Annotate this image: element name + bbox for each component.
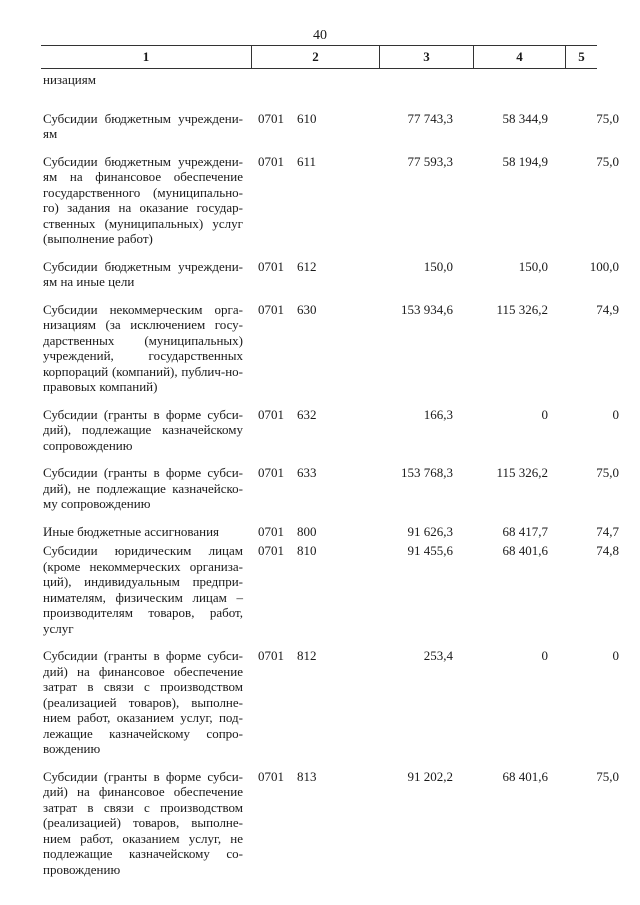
row-section-code: 0701 bbox=[258, 648, 284, 663]
row-approved-amount: 253,4 bbox=[423, 648, 453, 663]
row-executed-amount: 0 bbox=[541, 648, 548, 663]
table-row bbox=[41, 648, 619, 757]
table-row bbox=[41, 110, 619, 142]
row-execution-percent: 75,0 bbox=[596, 465, 619, 480]
row-expense-type: 633 bbox=[297, 465, 317, 480]
row-expense-type: 612 bbox=[297, 258, 317, 274]
row-expense-type: 813 bbox=[297, 768, 317, 784]
row-expense-type: 632 bbox=[297, 406, 317, 422]
row-section-code: 0701 bbox=[258, 768, 284, 784]
row-executed-amount: 68 401,6 bbox=[502, 543, 548, 558]
row-section-code: 0701 bbox=[258, 153, 284, 169]
row-approved-amount: 77 743,3 bbox=[407, 110, 453, 126]
table-row bbox=[41, 72, 597, 88]
row-approved-amount: 153 934,6 bbox=[401, 301, 453, 317]
row-expense-type: 630 bbox=[297, 301, 317, 317]
table-row bbox=[41, 258, 619, 290]
header-col-2: 2 bbox=[251, 46, 379, 68]
page-number: 40 bbox=[313, 28, 327, 43]
row-approved-amount: 150,0 bbox=[423, 258, 453, 274]
row-expense-type: 812 bbox=[297, 648, 317, 663]
table-row bbox=[41, 153, 619, 247]
row-description: Субсидии (гранты в форме субси-дий), не подлежащие казначейско-му сопровождению bbox=[43, 465, 243, 511]
row-execution-percent: 100,0 bbox=[589, 258, 619, 274]
table-row bbox=[41, 406, 619, 454]
row-executed-amount: 68 417,7 bbox=[502, 523, 548, 539]
table-row bbox=[41, 465, 619, 512]
row-description: Субсидии (гранты в форме субси-дий), подлежащие казначейскому сопровождению bbox=[43, 406, 243, 453]
row-expense-type: 810 bbox=[297, 543, 317, 558]
table-row bbox=[41, 523, 619, 540]
row-executed-amount: 115 326,2 bbox=[496, 465, 548, 480]
row-executed-amount: 115 326,2 bbox=[496, 301, 548, 317]
row-executed-amount: 150,0 bbox=[518, 258, 548, 274]
header-col-5: 5 bbox=[565, 46, 597, 68]
row-executed-amount: 58 344,9 bbox=[502, 110, 548, 126]
row-execution-percent: 0 bbox=[612, 406, 619, 422]
row-description: Субсидии (гранты в форме субси-дий) на финансовое обеспечение затрат в связи с производством (реализацией товаров), выполне-нием работ, оказанием услуг, под-лежащие казначейскому сопро-вождению bbox=[43, 648, 243, 756]
row-executed-amount: 58 194,9 bbox=[502, 153, 548, 169]
row-description: Иные бюджетные ассигнования bbox=[43, 523, 220, 539]
row-approved-amount: 91 455,6 bbox=[407, 543, 453, 558]
row-execution-percent: 74,8 bbox=[596, 543, 619, 558]
table-row bbox=[41, 543, 619, 636]
row-section-code: 0701 bbox=[258, 301, 284, 317]
row-approved-amount: 91 626,3 bbox=[407, 523, 453, 539]
table-body bbox=[41, 72, 619, 877]
row-approved-amount: 91 202,2 bbox=[407, 768, 453, 784]
row-approved-amount: 77 593,3 bbox=[407, 153, 453, 169]
row-execution-percent: 74,9 bbox=[596, 301, 619, 317]
row-description: Субсидии бюджетным учреждени-ям на иные цели bbox=[43, 258, 243, 289]
row-section-code: 0701 bbox=[258, 523, 284, 539]
row-execution-percent: 75,0 bbox=[596, 153, 619, 169]
row-section-code: 0701 bbox=[258, 465, 284, 480]
header-col-3: 3 bbox=[379, 46, 473, 68]
row-executed-amount: 68 401,6 bbox=[502, 768, 548, 784]
row-section-code: 0701 bbox=[258, 406, 284, 422]
row-approved-amount: 153 768,3 bbox=[401, 465, 453, 480]
row-section-code: 0701 bbox=[258, 258, 284, 274]
row-expense-type: 611 bbox=[297, 153, 317, 169]
row-description: Субсидии (гранты в форме субси-дий) на финансовое обеспечение затрат в связи с производством (реализацией) товаров, выполне-нием работ, оказанием услуг, не подлежащие казначейскому со-провождению bbox=[43, 768, 243, 877]
row-section-code: 0701 bbox=[258, 110, 284, 126]
table-row bbox=[41, 768, 619, 878]
row-section-code: 0701 bbox=[258, 543, 284, 558]
row-execution-percent: 75,0 bbox=[596, 110, 619, 126]
row-expense-type: 610 bbox=[297, 110, 317, 126]
row-description: Субсидии некоммерческим орга-низациям (за исключением госу-дарственных (муниципальных) учреждений, государственных корпораций (компаний), публич-но-правовых компаний) bbox=[43, 301, 243, 394]
row-execution-percent: 75,0 bbox=[596, 768, 619, 784]
header-col-1: 1 bbox=[142, 49, 150, 64]
row-execution-percent: 74,7 bbox=[596, 523, 619, 539]
row-executed-amount: 0 bbox=[541, 406, 548, 422]
row-description: низациям bbox=[43, 72, 96, 87]
row-expense-type: 800 bbox=[297, 523, 317, 539]
table-header bbox=[41, 45, 597, 69]
row-approved-amount: 166,3 bbox=[423, 406, 453, 422]
header-col-4: 4 bbox=[473, 46, 565, 68]
row-description: Субсидии бюджетным учреждени-ям на финансовое обеспечение государственного (муниципально-го) задания на оказание государ-ственных (муниципальных) услуг (выполнение работ) bbox=[43, 153, 243, 246]
row-description: Субсидии юридическим лицам (кроме некоммерческих организа-ций), индивидуальным предпри-нимателям, физическим лицам – производителям товаров, работ, услуг bbox=[43, 543, 243, 636]
table-row bbox=[41, 301, 619, 395]
row-execution-percent: 0 bbox=[612, 648, 619, 663]
row-description: Субсидии бюджетным учреждени-ям bbox=[43, 110, 243, 141]
